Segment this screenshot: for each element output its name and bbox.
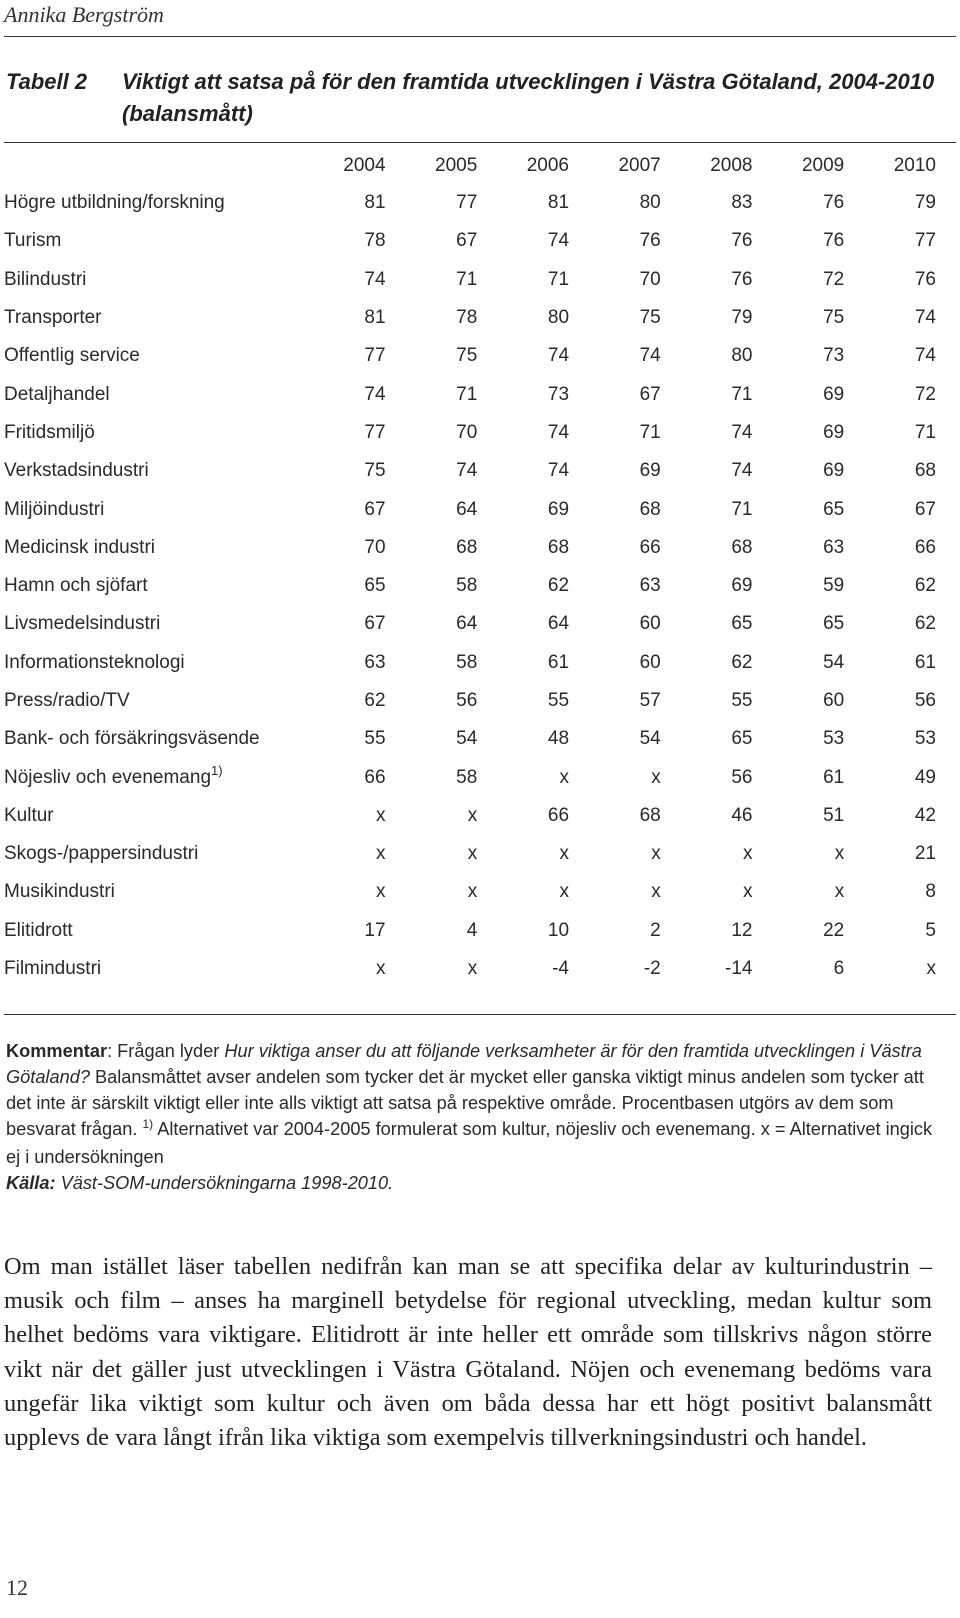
value-cell: 68 — [639, 498, 661, 520]
value-cell: 71 — [731, 383, 753, 405]
value-cell: 69 — [731, 575, 753, 597]
table-row — [4, 950, 936, 988]
value-cell: 65 — [823, 613, 845, 635]
table-row — [4, 873, 936, 911]
row-label: Musikindustri — [4, 881, 115, 903]
value-cell: x — [376, 843, 386, 865]
row-label: Transporter — [4, 307, 102, 329]
value-cell: 66 — [364, 766, 386, 788]
value-cell: 17 — [364, 919, 386, 941]
row-label-cell — [4, 222, 294, 260]
value-cell: 56 — [731, 766, 753, 788]
value-cell: 58 — [456, 651, 478, 673]
row-label: Fritidsmiljö — [4, 421, 95, 443]
value-cell: x — [467, 881, 478, 903]
row-label: Kultur — [4, 804, 54, 826]
row-label-cell — [4, 375, 294, 413]
row-label: Verkstadsindustri — [4, 460, 149, 482]
value-cell: 53 — [914, 728, 936, 750]
year-header: 2009 — [801, 155, 845, 176]
row-label-cell — [4, 299, 294, 337]
body-paragraph: Om man istället läser tabellen nedifrån kan man se att specifika delar av kulturindustrin – musik och film – anses ha marginell betydelse för regional utveckling, medan kultur som helhet bedöms vara viktigare. Elitidrott är inte heller ett område som tillskrivs någon större vikt när det gäller just utvecklingen i Västra Götaland. Nöjen och evenemang bedöms vara ungefär lika viktigt som kultur och även om båda dessa har ett högt positivt balansmått upplevs de vara långt ifrån lika viktiga som exempelvis tillverkningsindustri och handel. — [4, 1253, 932, 1452]
value-cell: x — [376, 881, 386, 903]
row-label-cell — [4, 529, 294, 567]
value-cell: 67 — [364, 498, 386, 520]
value-cell: 62 — [364, 690, 386, 711]
value-cell: 64 — [547, 613, 570, 635]
value-cell: 4 — [466, 919, 478, 941]
value-cell: 2 — [650, 919, 661, 941]
value-cell: 76 — [914, 268, 936, 290]
value-cell: x — [651, 766, 661, 788]
value-cell: 68 — [731, 536, 753, 558]
value-cell: 76 — [731, 230, 753, 252]
value-cell: 46 — [731, 804, 753, 826]
value-cell: 10 — [547, 919, 570, 941]
row-label-cell — [4, 912, 294, 950]
value-cell: 76 — [823, 230, 845, 252]
value-cell: 76 — [731, 268, 753, 290]
table-number: Tabell 2 — [6, 69, 88, 94]
value-cell: 71 — [456, 268, 478, 290]
value-cell: 62 — [731, 651, 753, 673]
row-label-cell — [4, 567, 294, 605]
value-cell: 70 — [456, 421, 478, 443]
table-row — [4, 184, 936, 222]
table-bottom-rule — [4, 1014, 956, 1015]
value-cell: 69 — [639, 460, 661, 482]
row-label: Miljöindustri — [4, 498, 105, 520]
value-cell: 56 — [456, 690, 478, 711]
row-label: Nöjesliv och evenemang — [4, 766, 212, 788]
value-cell: -4 — [552, 958, 570, 980]
year-header: 2005 — [435, 155, 478, 176]
note-text-1: Frågan lyder — [112, 1041, 225, 1061]
value-cell: 60 — [639, 651, 661, 673]
value-cell: 65 — [731, 728, 753, 750]
row-label: Högre utbildning/forskning — [4, 192, 225, 214]
value-cell: x — [559, 766, 570, 788]
value-cell: 58 — [456, 766, 478, 788]
value-cell: 54 — [456, 728, 478, 750]
row-label: Hamn och sjöfart — [4, 575, 148, 597]
value-cell: 62 — [914, 575, 936, 597]
value-cell: 65 — [823, 498, 845, 520]
footnote-reference: 1) — [142, 1117, 154, 1131]
year-header: 2010 — [893, 155, 936, 176]
value-cell: 58 — [456, 575, 478, 597]
table-row — [4, 529, 936, 567]
value-cell: 74 — [547, 421, 570, 443]
value-cell: 64 — [456, 498, 478, 520]
value-cell: 79 — [731, 307, 753, 329]
table-row — [4, 375, 936, 413]
table-row — [4, 222, 936, 260]
header-rule — [4, 36, 956, 37]
table-row — [4, 644, 936, 682]
row-label-cell — [4, 720, 294, 758]
value-cell: 67 — [914, 498, 936, 520]
value-cell: x — [467, 958, 478, 980]
row-label-cell — [4, 873, 294, 911]
value-cell: 65 — [731, 613, 753, 635]
value-cell: x — [559, 881, 570, 903]
caption-rule — [4, 142, 956, 143]
value-cell: 55 — [364, 728, 386, 750]
value-cell: 51 — [823, 804, 845, 826]
year-header: 2008 — [710, 155, 753, 176]
value-cell: x — [834, 881, 845, 903]
value-cell: 69 — [823, 383, 845, 405]
value-cell: 74 — [914, 307, 936, 329]
value-cell: 77 — [456, 192, 478, 214]
row-label-cell — [4, 184, 294, 222]
value-cell: 69 — [823, 421, 845, 443]
value-cell: 60 — [639, 613, 661, 635]
row-label: Bank- och försäkringsväsende — [4, 728, 260, 750]
value-cell: 64 — [456, 613, 478, 635]
value-cell: 61 — [547, 651, 570, 673]
value-cell: 60 — [823, 690, 845, 711]
value-cell: 83 — [731, 192, 753, 214]
value-cell: 81 — [547, 192, 570, 214]
row-label-cell — [4, 414, 294, 452]
row-label: Turism — [4, 230, 62, 252]
value-cell: 61 — [914, 651, 936, 673]
value-cell: 67 — [456, 230, 478, 252]
comment-colon: : — [107, 1041, 113, 1061]
value-cell: 77 — [364, 345, 386, 367]
table-row — [4, 261, 936, 299]
note-text-2: Balansmåttet avser andelen som tycker det är mycket eller ganska viktigt minus andelen som tycker att det inte är särskilt viktigt eller inte alls viktigt att satsa på respektive område. Procentbasen utgörs av dem som besvarat frågan. — [6, 1067, 924, 1139]
value-cell: 71 — [639, 421, 661, 443]
value-cell: x — [467, 804, 478, 826]
value-cell: 22 — [823, 919, 845, 941]
value-cell: 72 — [914, 383, 936, 405]
value-cell: 6 — [833, 958, 845, 980]
value-cell: 71 — [547, 268, 570, 290]
table-row — [4, 720, 936, 758]
value-cell: 67 — [639, 383, 661, 405]
value-cell: 66 — [547, 804, 570, 826]
value-cell: 66 — [639, 536, 661, 558]
value-cell: 68 — [456, 536, 478, 558]
data-table — [4, 148, 936, 988]
row-label-cell — [4, 682, 294, 720]
value-cell: 80 — [731, 345, 753, 367]
table-row — [4, 337, 936, 375]
table-note — [6, 1038, 934, 1196]
value-cell: 53 — [823, 728, 845, 750]
value-cell: 54 — [823, 651, 845, 673]
value-cell: x — [467, 843, 478, 865]
row-label-cell — [4, 644, 294, 682]
value-cell: 78 — [364, 230, 386, 252]
source-text: Väst-SOM-undersökningarna 1998-2010. — [55, 1173, 394, 1193]
year-header: 2006 — [526, 155, 570, 176]
row-label-cell — [4, 797, 294, 835]
row-label-cell — [4, 337, 294, 375]
row-label-cell — [4, 490, 294, 528]
source-label: Källa: — [6, 1173, 56, 1193]
row-label: Elitidrott — [4, 919, 73, 941]
value-cell: 63 — [823, 536, 845, 558]
value-cell: 75 — [456, 345, 478, 367]
value-cell: x — [651, 881, 661, 903]
value-cell: -2 — [643, 958, 661, 980]
value-cell: 63 — [639, 575, 661, 597]
table-row — [4, 682, 936, 720]
value-cell: 75 — [823, 307, 845, 329]
table-row — [4, 758, 936, 796]
value-cell: x — [742, 843, 753, 865]
value-cell: 76 — [639, 230, 661, 252]
note-text-3: Alternativet var 2004-2005 formulerat som kultur, nöjesliv och evenemang. x = Alternativet ingick ej i undersökningen — [6, 1119, 933, 1167]
value-cell: 81 — [364, 192, 386, 214]
value-cell: 66 — [914, 536, 936, 558]
survey-question: Hur viktiga anser du att följande verksamheter är för den framtida utvecklingen i Västra Götaland? — [6, 1041, 922, 1087]
value-cell: 76 — [823, 192, 845, 214]
value-cell: 12 — [731, 919, 753, 941]
comment-label: Kommentar — [6, 1041, 108, 1061]
value-cell: 74 — [639, 345, 661, 367]
table-row — [4, 797, 936, 835]
table-row — [4, 605, 936, 643]
value-cell: x — [376, 804, 386, 826]
value-cell: 74 — [364, 268, 386, 290]
row-label: Press/radio/TV — [4, 690, 130, 711]
table-row — [4, 414, 936, 452]
row-label: Skogs-/pappersindustri — [4, 843, 199, 865]
table-row — [4, 452, 936, 490]
value-cell: 75 — [364, 460, 386, 482]
value-cell: x — [742, 881, 753, 903]
value-cell: 74 — [547, 460, 570, 482]
row-label: Livsmedelsindustri — [4, 613, 161, 635]
value-cell: 74 — [731, 421, 753, 443]
value-cell: 55 — [547, 690, 570, 711]
value-cell: 80 — [639, 192, 661, 214]
running-head: Annika Bergström — [4, 2, 164, 27]
value-cell: 70 — [639, 268, 661, 290]
value-cell: 74 — [914, 345, 936, 367]
row-label: Medicinsk industri — [4, 536, 155, 558]
value-cell: x — [834, 843, 845, 865]
row-label-cell — [4, 835, 294, 873]
row-label-cell — [4, 452, 294, 490]
value-cell: 57 — [639, 690, 661, 711]
value-cell: 68 — [914, 460, 936, 482]
value-cell: 74 — [364, 383, 386, 405]
table-row — [4, 912, 936, 950]
row-label-cell — [4, 950, 294, 988]
value-cell: 62 — [914, 613, 936, 635]
page-number: 12 — [6, 1575, 28, 1600]
value-cell: 59 — [823, 575, 845, 597]
value-cell: 74 — [731, 460, 753, 482]
value-cell: 75 — [639, 307, 661, 329]
value-cell: 42 — [914, 804, 936, 826]
table-body — [4, 184, 936, 988]
value-cell: 71 — [456, 383, 478, 405]
value-cell: 21 — [914, 843, 936, 865]
value-cell: x — [926, 958, 936, 980]
value-cell: 74 — [547, 230, 570, 252]
value-cell: 74 — [547, 345, 570, 367]
value-cell: 74 — [456, 460, 478, 482]
value-cell: 78 — [456, 307, 478, 329]
table-row — [4, 299, 936, 337]
table-row — [4, 490, 936, 528]
value-cell: 69 — [547, 498, 570, 520]
value-cell: 54 — [639, 728, 661, 750]
value-cell: 69 — [823, 460, 845, 482]
header-blank-cell — [4, 148, 294, 184]
value-cell: 62 — [547, 575, 570, 597]
row-label: Bilindustri — [4, 268, 87, 290]
value-cell: 72 — [823, 268, 845, 290]
year-header-row — [4, 148, 936, 184]
value-cell: 48 — [547, 728, 570, 750]
value-cell: 61 — [823, 766, 845, 788]
value-cell: x — [559, 843, 570, 865]
value-cell: 65 — [364, 575, 386, 597]
row-label: Detaljhandel — [4, 383, 110, 405]
value-cell: 68 — [639, 804, 661, 826]
row-label-cell — [4, 758, 294, 796]
year-header: 2004 — [343, 155, 386, 176]
value-cell: -14 — [725, 958, 753, 980]
table-row — [4, 835, 936, 873]
value-cell: 70 — [364, 536, 386, 558]
value-cell: 68 — [547, 536, 570, 558]
value-cell: 71 — [914, 421, 936, 443]
row-label-cell — [4, 261, 294, 299]
value-cell: 73 — [823, 345, 845, 367]
value-cell: 77 — [914, 230, 936, 252]
value-cell: 77 — [364, 421, 386, 443]
row-label: Informationsteknologi — [4, 651, 185, 673]
row-label: Offentlig service — [4, 345, 140, 367]
row-label-cell — [4, 605, 294, 643]
value-cell: 73 — [547, 383, 570, 405]
value-cell: 71 — [731, 498, 753, 520]
value-cell: 5 — [925, 919, 936, 941]
value-cell: 56 — [914, 690, 936, 711]
footnote-marker: 1) — [211, 762, 223, 778]
row-label: Filmindustri — [4, 958, 102, 980]
table-title: Viktigt att satsa på för den framtida utvecklingen i Västra Götaland, 2004-2010 (balansmått) — [122, 69, 935, 126]
value-cell: 8 — [925, 881, 936, 903]
value-cell: 63 — [364, 651, 386, 673]
table-row — [4, 567, 936, 605]
value-cell: 67 — [364, 613, 386, 635]
value-cell: x — [376, 958, 386, 980]
year-header: 2007 — [618, 155, 661, 176]
value-cell: 55 — [731, 690, 753, 711]
value-cell: 49 — [914, 766, 936, 788]
value-cell: x — [651, 843, 661, 865]
value-cell: 81 — [364, 307, 386, 329]
value-cell: 79 — [914, 192, 936, 214]
value-cell: 80 — [547, 307, 570, 329]
